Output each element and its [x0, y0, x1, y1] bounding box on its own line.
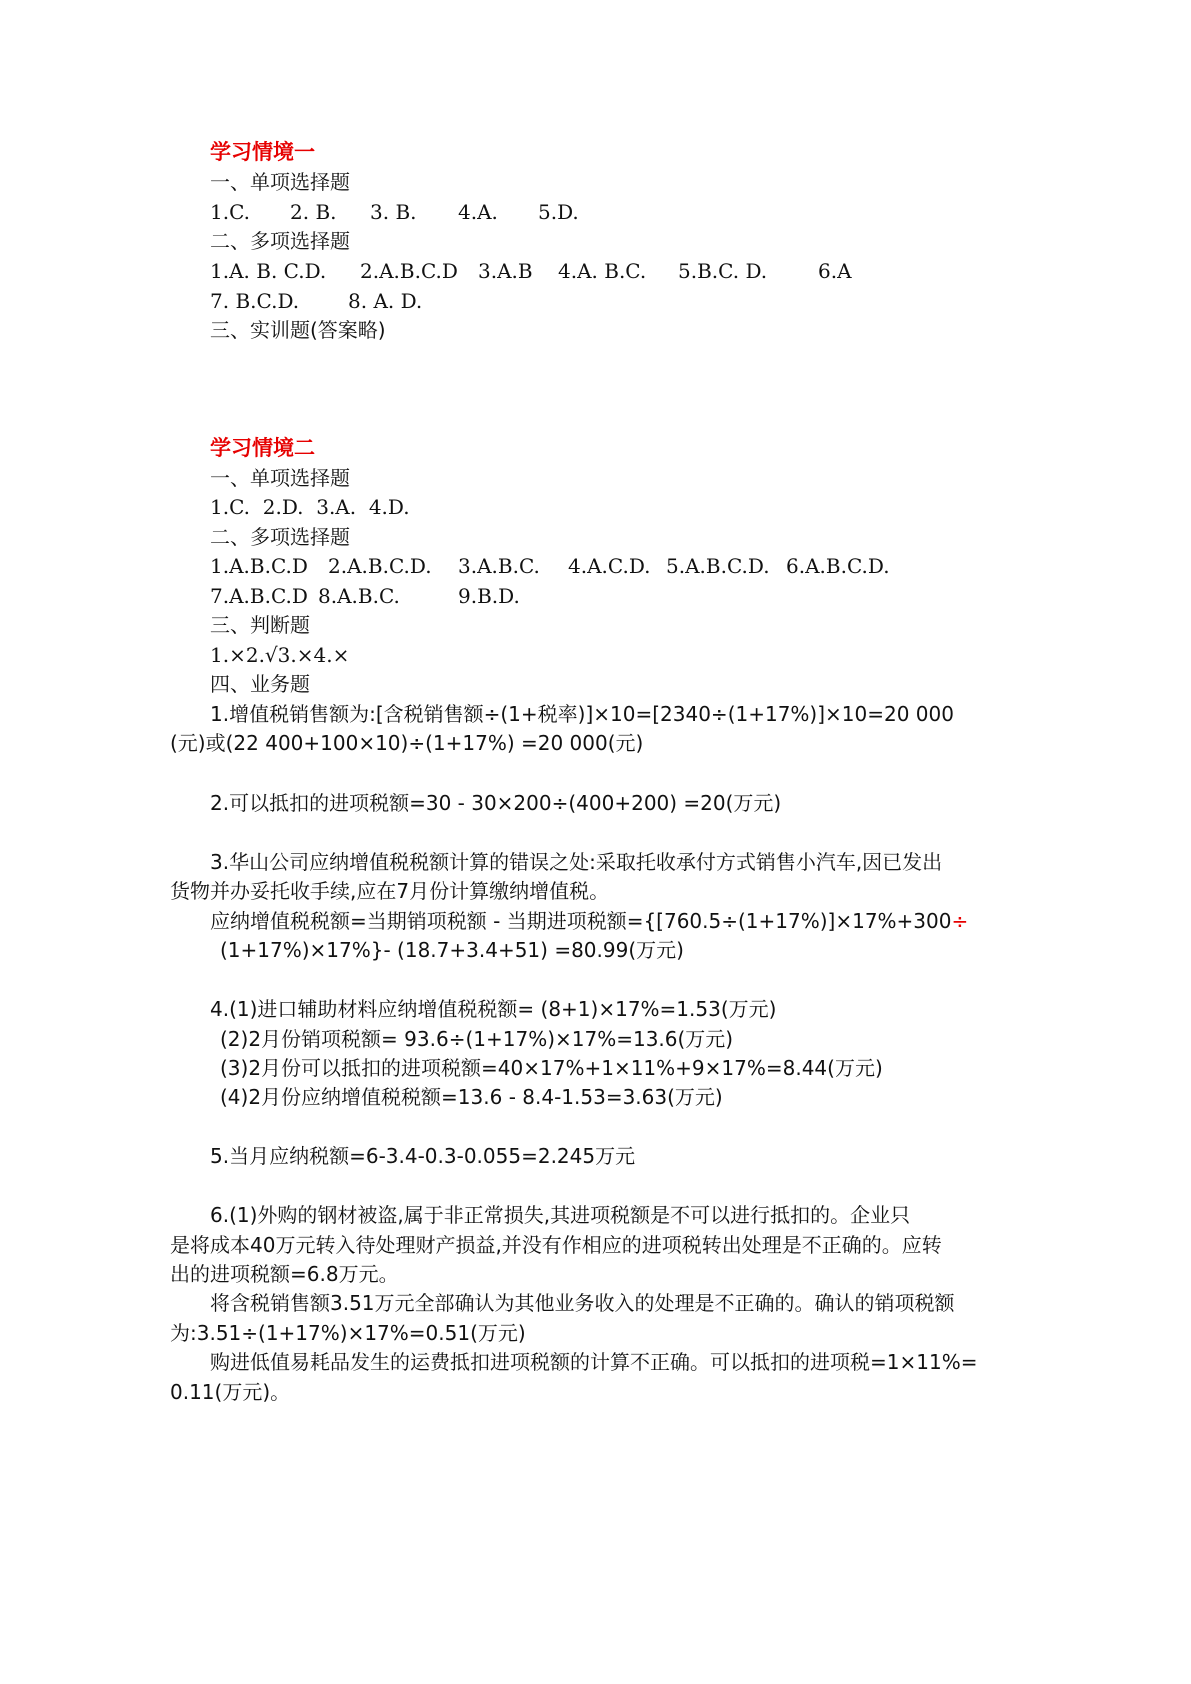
- answer-item: 2.A.B.C.D: [360, 259, 458, 283]
- question4-line4: (4)2月份应纳增值税税额=13.6 - 8.4-1.53=3.63(万元): [220, 1085, 723, 1109]
- answer-item: 4.A. B.C.: [558, 259, 647, 283]
- red-division-sign: ÷: [951, 909, 969, 933]
- section1-title: 学习情境一: [210, 140, 315, 164]
- answer-item: 2. B.: [290, 200, 337, 224]
- answer-item: 4.A.C.D.: [568, 554, 651, 578]
- answer-item: 5.B.C. D.: [678, 259, 768, 283]
- section2-title: 学习情境二: [210, 436, 315, 460]
- section1-heading-practice: 三、实训题(答案略): [210, 318, 386, 342]
- answer-item: 1.A.B.C.D: [210, 554, 308, 578]
- section2-heading-business: 四、业务题: [210, 672, 310, 696]
- answer-item: 2.A.B.C.D.: [328, 554, 432, 578]
- answer-item: 6.A.B.C.D.: [786, 554, 890, 578]
- answer-item: 1.C.: [210, 200, 251, 224]
- question6-line6: 购进低值易耗品发生的运费抵扣进项税额的计算不正确。可以抵扣的进项税=1×11%=: [210, 1350, 978, 1374]
- answer-item: 7.A.B.C.D: [210, 584, 308, 608]
- section1-heading-single: 一、单项选择题: [210, 170, 350, 194]
- answer-item: 3.A.B: [478, 259, 533, 283]
- section1-heading-multi: 二、多项选择题: [210, 229, 350, 253]
- question4-line1: 4.(1)进口辅助材料应纳增值税税额= (8+1)×17%=1.53(万元): [210, 997, 777, 1021]
- question3-formula: 应纳增值税税额=当期销项税额 - 当期进项税额={[760.5÷(1+17%)]×17%+300: [210, 909, 952, 933]
- question2: 2.可以抵扣的进项税额=30 - 30×200÷(400+200) =20(万元): [210, 791, 782, 815]
- question6-line3: 出的进项税额=6.8万元。: [170, 1262, 399, 1286]
- answer-item: 5.A.B.C.D.: [666, 554, 770, 578]
- question6-line4: 将含税销售额3.51万元全部确认为其他业务收入的处理是不正确的。确认的销项税额: [210, 1291, 955, 1315]
- answer-item: 5.D.: [538, 200, 579, 224]
- section2-heading-multi: 二、多项选择题: [210, 525, 350, 549]
- question6-line7: 0.11(万元)。: [170, 1380, 291, 1404]
- answer-item: 7. B.C.D.: [210, 289, 300, 313]
- answer-item: 1.A. B. C.D.: [210, 259, 327, 283]
- question6-line1: 6.(1)外购的钢材被盗,属于非正常损失,其进项税额是不可以进行抵扣的。企业只: [210, 1203, 911, 1227]
- section2-heading-single: 一、单项选择题: [210, 466, 350, 490]
- answer-item: 9.B.D.: [458, 584, 520, 608]
- section2-heading-judge: 三、判断题: [210, 613, 310, 637]
- question1-line2: (元)或(22 400+100×10)÷(1+17%) =20 000(元): [170, 731, 644, 755]
- answer-item: 4.A.: [458, 200, 498, 224]
- question3-line2: 货物并办妥托收手续,应在7月份计算缴纳增值税。: [170, 879, 610, 903]
- answer-item: 3.A.B.C.: [458, 554, 540, 578]
- question3-line3: [210, 909, 968, 933]
- question4-line2: (2)2月份销项税额= 93.6÷(1+17%)×17%=13.6(万元): [220, 1027, 734, 1051]
- answer-item: 6.A: [818, 259, 852, 283]
- answer-item: 8.A.B.C.: [318, 584, 400, 608]
- section2-single-answers: 1.C. 2.D. 3.A. 4.D.: [210, 495, 410, 519]
- question3-line4: (1+17%)×17%}- (18.7+3.4+51) =80.99(万元): [220, 938, 684, 962]
- question1-line1: 1.增值税销售额为:[含税销售额÷(1+税率)]×10=[2340÷(1+17%)]×10=20 000: [210, 702, 954, 726]
- answer-item: 8. A. D.: [348, 289, 423, 313]
- question5: 5.当月应纳税额=6-3.4-0.3-0.055=2.245万元: [210, 1144, 636, 1168]
- question6-line5: 为:3.51÷(1+17%)×17%=0.51(万元): [170, 1321, 526, 1345]
- question3-line1: 3.华山公司应纳增值税税额计算的错误之处:采取托收承付方式销售小汽车,因已发出: [210, 850, 943, 874]
- question6-line2: 是将成本40万元转入待处理财产损益,并没有作相应的进项税转出处理是不正确的。应转: [170, 1233, 942, 1257]
- question4-line3: (3)2月份可以抵扣的进项税额=40×17%+1×11%+9×17%=8.44(万元): [220, 1056, 883, 1080]
- answer-item: 3. B.: [370, 200, 417, 224]
- section2-judge-answers: 1.×2.√3.×4.×: [210, 643, 350, 667]
